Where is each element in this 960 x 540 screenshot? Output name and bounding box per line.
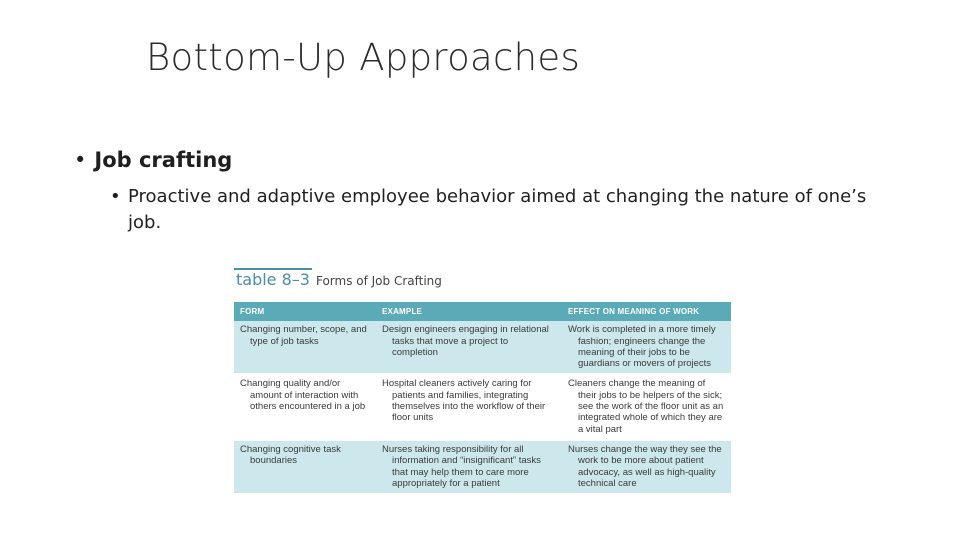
cell-effect: [562, 321, 731, 374]
bullet-dot: •: [110, 186, 121, 207]
bullet-level-1: [74, 148, 232, 172]
slide-title: Bottom-Up Approaches: [146, 36, 581, 79]
bullet-l2-text: Proactive and adaptive employee behavior aimed at changing the nature of one’s job.: [128, 186, 867, 233]
cell-text: Hospital cleaners actively caring for patients and families, integrating themselves into the workflow of their floor units: [382, 378, 546, 424]
table-row: [234, 321, 731, 374]
table-row: [234, 374, 731, 439]
bullet-level-2: [110, 184, 880, 236]
table-row: [234, 440, 731, 494]
cell-text: Changing cognitive task boundaries: [240, 443, 341, 467]
header-form: FORM: [234, 302, 376, 321]
cell-text: Nurses taking responsibility for all information and “insignificant” tasks that may help them to care more appropriately for a patient: [382, 443, 541, 489]
cell-form: [234, 440, 376, 494]
table-caption: [234, 268, 731, 294]
job-crafting-table-figure: [234, 268, 731, 495]
cell-effect: [562, 374, 731, 439]
cell-form: [234, 374, 376, 439]
bullet-dot: •: [74, 148, 87, 172]
cell-text: Nurses change the way they see the work to be more about patient advocacy, as well as high-quality technical care: [568, 443, 722, 489]
cell-text: Design engineers engaging in relational tasks that move a project to completion: [382, 324, 549, 358]
table-number: table 8–3: [236, 270, 310, 289]
cell-text: Changing number, scope, and type of job tasks: [240, 324, 367, 347]
table-header-row: [234, 302, 731, 321]
header-effect: EFFECT ON MEANING OF WORK: [562, 302, 731, 321]
bullet-l1-text: Job crafting: [94, 148, 233, 172]
cell-text: Changing quality and/or amount of interaction with others encountered in a job: [240, 378, 366, 413]
table-title: Forms of Job Crafting: [315, 274, 442, 288]
cell-effect: [562, 440, 731, 494]
job-crafting-table: [234, 302, 731, 495]
cell-example: [376, 321, 562, 374]
cell-example: [376, 440, 562, 494]
cell-form: [234, 321, 376, 374]
cell-text: Cleaners change the meaning of their jobs to be helpers of the sick; see the work of the floor unit as an integrated whole of which they are a vital part: [568, 378, 724, 435]
cell-text: Work is completed in a more timely fashion; engineers change the meaning of their jobs to be guardians or movers of projects: [568, 324, 716, 370]
cell-example: [376, 374, 562, 439]
header-example: EXAMPLE: [376, 302, 562, 321]
